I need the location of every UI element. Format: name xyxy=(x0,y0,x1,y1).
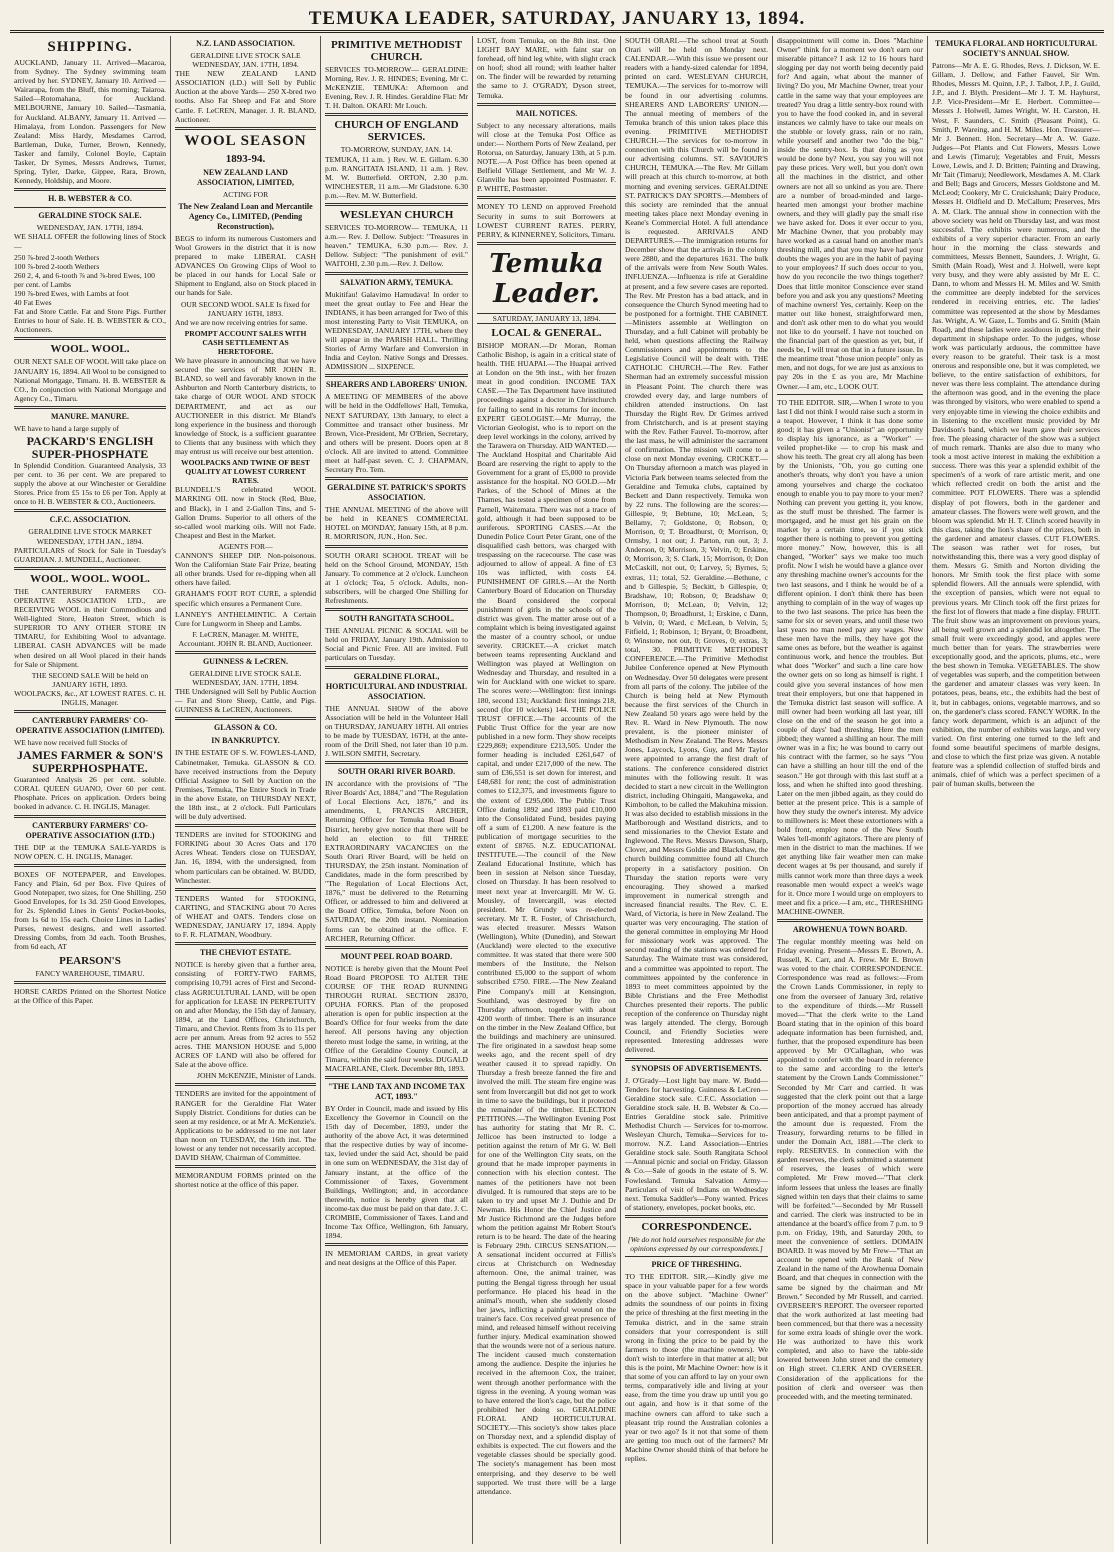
acting: ACTING FOR xyxy=(222,189,269,199)
divider xyxy=(325,203,468,206)
agents: AGENTS FOR— xyxy=(218,541,273,551)
ccfa-heading: CANTERBURY FARMERS' CO-OPERATIVE ASSOCIATION (LIMITED). xyxy=(15,716,165,736)
board-text: The regular monthly meeting was held on Friday evening. Present—Messrs E. Brown, A. Russell, K. Carr, and A. Frew. Mr E. Brown was voted to the chair. CORRESPONDENCE. Correspondence was read as follows:—From the Crown Lands Commissioner, in reply to one from the overseer of January 3rd, relative to the expenditure of thirds.—Mr Russell moved—"That the clerk write to the Land Board stating that in the opinion of this board adequate information has been furnished, and, further, that the proposed expenditure has been approved by Mr O'Callaghan, who was appointed to confer with the board in reference to the same and according to the letter's statement by the Crown Lands Commissioner." Seconded by Mr Carr and carried. It was suggested that the clerk point out that a large proportion of the money accrued has already been anticipated, and that a prompt payment of the amount due is requested. From the Treasury, forwarding returns to be filled in under the Domain Act, 1881.—The clerk to reply. RESERVES. In connection with the garden reserves, the clerk submitted a statement of reserves, the leases of which were completed. Mr Frew moved—"That clerk inform lessees that unless the leases are finally signed within ten days that their claims to same will be forfeited."—Seconded by Mr Russell and carried. The clerk was instructed to be in attendance at the board's office from 7 p.m. to 9 p.m. on Friday, 19th, and Saturday 20th, to meet the convenience of settlers. DOMAIN BOARD. It was moved by Mr Frew—"That an account be opened with the Bank of New Zealand in the name of the Arowhenua Domain Board, and that cheques in connection with the same be signed by the chairman and Mr Brown." Seconded by Mr Russell, and carried. OVERSEER'S REPORT. The overseer reported that the work authorized at last meeting had been commenced, but that there was a necessity for some extra loads of shingle over the work. He was authorized to have this work completed, and also to have the table-side lowered between John street and the cemetery on High street. CLERK AND OVERSEER. Consideration of the applications for the position of clerk and overseer was then proceeded with, and the meeting terminated. xyxy=(777,937,923,1401)
wesleyan-heading: WESLEYAN CHURCH xyxy=(339,209,454,222)
guinness-text: THE Undersigned will Sell by Public Auction— Fat and Store Sheep, Cattle, and Pigs. GUINNESS & LeCREN, Auctioneers. xyxy=(175,687,316,715)
column-6 xyxy=(772,36,927,1544)
divider xyxy=(325,1076,468,1079)
shearers-heading: SHEARERS AND LABORERS' UNION. xyxy=(326,380,467,390)
divider xyxy=(14,188,166,191)
nz-date: WEDNESDAY, JAN. 17TH, 1894. xyxy=(192,60,299,70)
divider xyxy=(14,981,166,984)
manure-heading: MANURE. MANURE. xyxy=(51,411,129,421)
column-7 xyxy=(927,36,1104,1544)
column-2 xyxy=(170,36,320,1544)
wesleyan-text: SERVICES TO-MORROW— TEMUKA, 11 a.m.— Rev. J. Dellow. Subject: "Treasures in heaven." TEMUKA, 6.30 p.m.— Rev. J. Dellow. Subject: "The punishment of evil." WAITOHI, 2.30 p.m.—Rev. J. Dellow. xyxy=(325,223,468,269)
signatures: F. LeCREN, Manager. M. WHITE, Accountant. JOHN R. BLAND, Auctioneer. xyxy=(178,629,313,648)
webster-heading: H. B. WEBSTER & CO. xyxy=(48,194,132,204)
church-heading: CHURCH OF ENGLAND SERVICES. xyxy=(334,119,459,144)
picnic-text: THE ANNUAL PICNIC & SOCIAL will be held on FRIDAY, January 19th. Admission to Social and Picnic Free. All are invited. Full particulars on Tuesday. xyxy=(325,626,468,663)
mail-text: Subject to any necessary alterations, mails will close at the Temuka Post Office as under:— Northern Ports of New Zealand, per Rotorua, on Saturday, January 13th, at 5 p.m. NOTE.—A Post Office has been opened at Belfield Village Settlement, and Mr W. J. Glanville has been appointed Postmaster. F. P. WHITE, Postmaster. xyxy=(477,120,616,194)
tax-text: BY Order in Council, made and issued by His Excellency the Governor in Council on the 15th day of December, 1893, under the authority of the above Act, it was determined that the respective duties by way of income-tax, levied under the said Act, should be paid in one sum on WEDNESDAY, the 31st day of January instant, at the office of the Commissioner of Taxes, Government Buildings, Wellington; and, in accordance therewith, notice is hereby given that all income-tax due must be paid on that date. J. C. CROMBIE, Commissioner of Taxes. Land and Income Tax Office, Wellington, 6th January, 1894. xyxy=(325,1103,468,1241)
stock-tail: Fat and Store Cattle. Fat and Store Pigs. Further Entries to hour of Sale. H. B. WEBSTER & CO., Auctioneers. xyxy=(14,307,166,335)
show-text: Patrons—Mr A. E. G. Rhodes, Revs. J. Dickson, W. E. Gillam, J. Dellow, and Father Fauvel, Sir Wm. Rhodes, Messrs M. Quinn, J.P., J. Talbot, J.P., J. Guild, J.P., and J. Blyth. President—Mr J. T. M. Hayhurst, J.P. Vice-President—Mr E. Herbert. Committee—Messrs J. Holwell, James Wright, W. H. Carston, H. West, F. Saunders, C. Smith (Pleasant Point), G. Smith, P. Wareing, and H. M. Miles. Hon. Treasurer—Mr J. Bennett. Hon. Secretary—Mr A. W. Gaze. Judges—Pot Plants and Cut Flowers, Messrs Lowe and Lewis (Timaru); Vegetables and Fruit, Messrs Lowe, Lewis, and J. D. Britten; Painting and Drawing, Mr Tait (Timaru); Needlework, Mesdames A. M. Clark and Bell; Bags and Grocers, Messrs Goldstone and M. McLeod; Cookery, Mr C. Cruickshank; Dairy Produce, Messrs H. Oldfield and D. McCallum; Preserves, Mrs A. M. Clark. The annual show in connection with the above society was held on Thursday last, and was most successful. The exhibits were numerous, and the exhibits of a very superior character. From an early hour in the morning the class stewards and committees, Messrs Bennett, Saunders, J. Wright, G. Smith (Main Road), West and J. Holwell, were kept very busy, and they were ably assisted by Mr E. C. Dann, to whom and Messrs H. M. Miles and W. Smith the committee are deeply indebted for the services rendered in receiving entries, etc. The ladies' committee was represented at the show by Mesdames Jas. Wright, A. W. Gaze, L. Tombs and G. Smith (Main Road), and these ladies were assiduous in getting their department in shipshape order. To the judges, whose work was particularly arduous, the committee have every reason to be grateful. Their task is a most onerous and responsible one, but it was completed, we believe, to the entire satisfaction of exhibitors, for never was there less complaint. The attendance during the afternoon was good, and in the evening the place was thronged by visitors, who were enabled to spend a very enjoyable time in viewing the choice exhibits and in listening to the excellent music provided by Mr Davidson's band, which we learn gave their services free. The pleasing character of the show was a subject of much remark. Thanks are also due to many who took a most active interest in making the exhibition a success. There was this year a splendid exhibit of the specimen's of a work of rare artistic merit, and one which reflected credit on both the artist and the committee. POT FLOWERS. There was a splendid display of pot flowers, both in the gardener and amateur classes. The flowers were well grown, and the bloom was splendid. Mr H. T. Clinch scored heavily in this class, taking the lion's share of the prizes, both in the gardener and amateur classes. CUT FLOWERS. The season was rather wet for roses, but notwithstanding this, there was a very good display of them. Messrs G. Smith and Norton dividing the honors. Mr Smith took the first place with some splendid flowers. All the annuals were splendid, with the exception of pansies, which were not equal to previous years. Mr Clinch took off the first prizes for the first lot of flowers that made a fine display. FRUIT. The fruit show was an improvement on previous years, all being well grown and a splendid lot altogether. The small fruit were exceedingly good, and apples were much better than for years. The strawberries were exceptionally good, and the apricots, plums, etc., were the best shown in Temuka. VEGETABLES. The show of vegetables was superb, and the competition between the gardener and amateur classes was very keen. In potatoes, peas, beans, etc., the exhibits had the best of it, but in cabbages, onions, vegetable marrows, and so on, the gardener's class scored. FANCY WORK. In the fancy work department, which is an adjunct of the exhibition, the number of exhibits was large, and very varied. On first entering one turned to the left and found some beautiful specimens of marble designs, and close to which the first prize was given. A notable feature was a splendid collection of stuffed birds and animals, chief of which was a perfect specimen of a pair of human skulls, between the xyxy=(932,61,1100,789)
ccfa-text: WE have now received full Stocks of xyxy=(14,738,128,748)
divider xyxy=(14,406,166,409)
column-1 xyxy=(10,36,170,1544)
divider xyxy=(14,815,166,818)
board-heading: AROWHENUA TOWN BOARD. xyxy=(792,925,908,934)
divider xyxy=(325,545,468,548)
divider xyxy=(14,864,166,867)
wool-year: 1893-94. xyxy=(225,152,266,165)
ccfa-tail: Guaranteed Analysis 26 per cent. soluble. CORAL QUEEN GUANO, Over 60 per cent. Phosphate. Prices on application. Orders being booked in advance. C. H. INGLIS, Manager. xyxy=(14,775,166,812)
mail-heading: MAIL NOTICES. xyxy=(515,108,578,118)
divider xyxy=(625,1058,768,1061)
column-5 xyxy=(620,36,772,1544)
geraldine-sale-date: WEDNESDAY, JAN. 17TH, 1894. xyxy=(36,223,144,233)
leader-title: Temuka Leader. xyxy=(489,248,604,309)
cfc-heading: C.F.C. ASSOCIATION. xyxy=(49,515,131,525)
nz-heading: N.Z. LAND ASSOCIATION. xyxy=(196,39,295,48)
masthead: TEMUKA LEADER, SATURDAY, JANUARY 13, 1894. xyxy=(10,8,1104,33)
graham: GRAHAM'S FOOT ROT CURE, a splendid specific which ensures a Permanent Cure. xyxy=(175,589,316,608)
divider xyxy=(325,374,468,377)
mount-text: NOTICE is hereby given that the Mount Peel Road Board PROPOSE TO ALTER THE COURSE OF THE ROAD RUNNING THROUGH RURAL SECTION 28370, OPUHA FORKS. Plan of the proposed alteration is open for public inspection at the Board's Office for four weeks from the date hereof. All persons having any objection thereto must lodge the same, in writing, at the Office of the Geraldine County Council, at Timaru, within the said four weeks. DUGALD MACFARLANE, Clerk. December 8th, 1893. xyxy=(325,963,468,1073)
divider xyxy=(625,1256,768,1257)
floral-heading: GERALDINE FLORAL, HORTICULTURAL AND INDUSTRIAL ASSOCIATION. xyxy=(325,671,468,701)
divider xyxy=(325,113,468,116)
stock-line: 40 Fat Ewes xyxy=(14,298,52,308)
mount-heading: MOUNT PEEL ROAD BOARD. xyxy=(340,951,453,961)
correspondence-heading: CORRESPONDENCE. xyxy=(641,1220,752,1233)
woolpacks: WOOLPACKS AND TWINE OF BEST QUALITY AT LOWEST CURRENT RATES. xyxy=(181,458,310,486)
cfc-date: WEDNESDAY, 17TH JAN., 1894. xyxy=(36,536,144,546)
tenders3: TENDERS are invited for the appointment of RANGER for the Geraldine Flat Water Supply District. Conditions for duties can be seen at my residence, or at Mr A. McKenzie's. Applications to be addressed to me not later than noon on TUESDAY, the 16th inst. The lowest or any tender not necessarily accepted. DAVID SHAW, Chairman of Committee. xyxy=(175,1089,316,1163)
memorandum: MEMORANDUM FORMS printed on the shortest notice at the office of this paper. xyxy=(175,1171,316,1190)
church-text: TEMUKA, 11 a.m. } Rev. W. E. Gillam. 6.30 p.m. RANGITATA ISLAND, 11 a.m. } Rev. M. W. Butterfield. ORTON, 2.30 p.m. WINCHESTER, 11 a.m.—Mr Gladstone. 6.30 p.m.—Rev. M. W. Butterfield. xyxy=(325,154,468,200)
divider xyxy=(625,1215,768,1218)
guinness-heading: GUINNESS & LeCREN. xyxy=(202,656,289,666)
stock-line: 190 ⅞-bred Ewes, with Lambs at foot xyxy=(14,288,129,298)
divider xyxy=(14,567,166,570)
guinness-sale: GERALDINE LIVE STOCK SALE. xyxy=(189,668,302,678)
horse-cards: HORSE CARDS Printed on the Shortest Notice at the Office of this Paper. xyxy=(14,986,166,1005)
divider xyxy=(175,824,316,827)
divider xyxy=(175,888,316,891)
cfc-market: GERALDINE LIVE STOCK MARKET xyxy=(28,527,152,537)
divider xyxy=(325,272,468,275)
nzla-title: NEW ZEALAND LAND ASSOCIATION, LIMITED, xyxy=(197,167,294,187)
show-heading: TEMUKA FLORAL AND HORTICULTURAL SOCIETY'S ANNUAL SHOW. xyxy=(935,39,1097,58)
tenders-stook: TENDERS are invited for STOOKING and FORKING about 30 Acres Oats and 170 Acres Wheat. Tenders close on TUESDAY, Jan. 16, 1894, with the undersigned, from whom particulars can be obtained. W. BUDD, Winchester. xyxy=(175,830,316,885)
stock-line: 100 ⅞-bred 2-tooth Wethers xyxy=(14,261,100,271)
shipping-text: AUCKLAND, January 11. Arrived—Macaroa, from Sydney. The Sydney swimming team arrived by her. SYDNEY, January 10. Arrived — Wairarapa, from the Bluff, this morning; Taiaroa. Sailed—Rotomahana, for Auckland. MELBOURNE, January 10. Sailed—Tasmania, for Auckland. ALBANY, January 11. Arrived — Himalaya, from London. Passengers for New Zealand: Miss Hardy, Mesdames Carrod, Bartleman, Duke, Turner, Brown, Kennedy, Tasker and family, Colonel Boyle, Captain Tasker, Dr Symes, Messrs Andrews, Turner, Spring, Tyler, Darke, Gippee, Rara, Brown, Kennedy, Holdship, and Moore. xyxy=(14,58,166,186)
packard-title: PACKARD'S ENGLISH SUPER-PHOSPHATE xyxy=(26,434,154,461)
prompt: PROMPT ACCOUNT SALES WITH CASH SETTLEMENT AS HERETOFORE. xyxy=(184,328,307,356)
geraldine-sale-heading: GERALDINE STOCK SALE. xyxy=(38,211,142,221)
glasson-text: IN THE ESTATE OF S. W. FOWLES-LAND, Cabinetmaker, Temuka. GLASSON & CO. have received instructions from the Deputy Official Assignee to Sell by Auction on the Premises, Temuka, The Entire Stock in Trade in the above Estate, on THURSDAY NEXT, the 18th inst., at 2 o'clock. Full Particulars will be duly advertised. xyxy=(175,748,316,822)
divider xyxy=(477,103,616,106)
divider xyxy=(14,509,166,512)
divider xyxy=(14,337,166,340)
divider xyxy=(325,1243,468,1246)
glasson-heading: GLASSON & CO. xyxy=(214,723,277,733)
divider xyxy=(175,651,316,654)
column-3 xyxy=(320,36,472,1544)
nzla-text: BEGS to inform its numerous Customers and Wool Growers in the district that it is now prepared to make LIBERAL CASH ADVANCES On Growing Clips of Wool to be placed in our hands for Local Sale or Shipment to England, also on Stock placed in our hands for Sale. xyxy=(175,233,316,298)
pearson-title: PEARSON'S xyxy=(59,954,121,967)
second-sale: THE SECOND SALE Will be held on JANUARY 16TH, 1893. xyxy=(31,670,149,689)
picnic-heading: SOUTH RANGITATA SCHOOL. xyxy=(339,614,454,624)
local-continued: SOUTH ORARI.—The school treat at South Orari will be held on Monday next. CALENDAR.—With this issue we present our readers with a handy-sized calendar for 1894, printed on card. WESLEYAN CHURCH, TEMUKA.—The services for to-morrow will be found in our advertising columns. SHEARERS AND LABORERS' UNION.—The annual meeting of members of the Temuka branch of this union takes place this evening. PRIMITIVE METHODIST CHURCH.—The services for to-morrow in connection with this Church will be found in our advertising columns. ST. SAVIOUR'S CHURCH, TEMUKA.—The Rev. Mr Gillam will preach at this church to-morrow, at both morning and evening services. GERALDINE ST. PATRICK'S DAY SPORTS.—Members of this society are reminded that the annual meeting takes place next Monday evening in Keane's Commercial Hotel. A full attendance is requested. ARRIVALS AND DEPARTURES.—The immigration returns for December show that the arrivals in the colony were 2880, and the departures 1631. The bulk of the arrivals were from New South Wales. INFLUENZA.—Influenza is rife at Geraldine at present, and a few severe cases are reported. The Rev. Mr Preston has a bad attack, and in consequence the Church Synod meeting had to be postponed for a fortnight. THE CABINET.—Ministers assemble at Wellington on Thursday, and a full Cabinet will probably be held, when questions affecting the Railway Commissioners and appointments to the Legislative Council will be dealt with. THE CATHOLIC CHURCH.—The Rev. Father Sherman had an extremely successful mission in Pleasant Point. The church there was crowded every day, and large numbers of children attended instructions. On last Thursday the Right Rev. Dr Grimes arrived from Christchurch, and is at present staying with the Rev. Father Fauvel. To-morrow, after the last mass, he will administer the sacrament of confirmation. The mission will come to a close on next Monday evening. CRICKET.—On Thursday afternoon a match was played in Victoria Park between teams selected from the Geraldine and Temuka clubs, captained by Beckett and Dann respectively. Temuka won by 22 runs. The following are the scores:—Gillespie, 9; Bebtune, 10; McLean, 5; Bellamy, 7; Goldstone, 0; Robson, 0; Morrison, 0; T. Broadhurst, 0; Morrison, 0; Ormsby, 1 not out; J. Parton, run out, 3; J. Anderson, 0; Morrison, 3; Velvin, 0; Erskine, 0; Morrison, 3; S. Clark, 15; Morrison, 0; Don McCaskill, not out, 0; Larvey, 5; Byrnes, 5; extras, 11; total, 52. Geraldine.—Bethune, c and b Gillespie, 5; Beckitt, b Gillespie, 0; Bradshaw, 10; Robson, 0; Bradshaw 0; Morrison, 0; McLean, 0; Velvin, 12; Thompson, 0; Broadhurst, 1; Erskine, c Dann, b Velvin, 0; Ward, c McLean, b Velvin, 5; Fitfield, 1; Robinson, 1; Bryant, 0; Broadbent, 0; Winstone, not out, 0; Groves, 0; extras, 3; total, 30. PRIMITIVE METHODIST CONFERENCE.—The Primitive Methodist Jubilee Conference opened at New Plymouth on Wednesday. Over 50 delegates were present from all parts of the colony. The jubilee of the Church is being held at New Plymouth because the first services of the Church in New Zealand 50 years ago were held by the Rev. R. Ward in New Plymouth. The now prevalent, is the pioneer minister of Methodism in New Zealand. The Revs. Messrs Jones, Laycock, Lyons, Guy, and Mr Taylor were appointed to arrange the first draft of stations. The conference considered district minutes with the following result. It was decided to start a new circuit in the Wellington district, including Ohingaiti, Mangaweka, and Kimbolton, to be called the Makuhina mission. It was also decided to establish missions in the Marlborough and Westland districts, and to send missionaries to the Cheviot Estate and Inglewood. The Revs. Messrs Dawson, Sharp, Clover, and Messrs Goldie and Blackshaw, the church building committee found all Church property in a satisfactory position. On Thursday the station reports were very encouraging. They showed a marked improvement in numerical strength and increased financial results. The Rev. C. E. Ward, of Victoria, is here in New Zealand. The quarter was very encouraging. The station of the general committee in employing Mr Hood for missionary work was approved. The second reading of the stations was ordered for Saturday. The Waimate trust was considered, and a committee was appointed to report. The committees appointed by the conference in 1893 to meet committees appointed by the Bible Christians and the Free Methodist Churches presented their reports. The public reception of the conference on Thursday night was largely attended. The clergy, Borough Council, and Friendly Societies were represented. Interesting addresses were delivered. xyxy=(625,36,768,1055)
local-text: BISHOP MORAN.—Dr Moran, Roman Catholic Bishop, is again in a critical state of health. THE HUAPAI.—The Huapai arrived at London on the 9th inst., with her frozen meat in good condition. INCOME TAX CASE.—The Tax Department have instituted proceedings against a doctor in Christchurch for failing to send in his returns for income. EXPERT GEOLOGIST.—Mr Murray, the Victorian Geologist, who is to report on the deep level workings in the colony, arrived by the Tarawera on Thursday. AID WANTED.—The Auckland Hospital and Charitable Aid Board are reserving the right to apply to the Government for a grant of £5,000 to provide assistance for the hospital. NO GOLD.—Mr Parkes, of the School of Mines at the Thames, has tested a specimen of stone from Parnell, Waitemata. There was not a trace of gold, although it had been supposed to be auriferous. SPORTING CASES.—At the Dunedin Police Court Peter Grant, one of the disqualified cash bettors, was charged with trespassing on the racecourse. The case was adjourned to allow of appeal. A fine of £3 10s was inflicted, with costs £4. PUNISHMENT OF GIRLS.—At the North Canterbury Board of Education on Thursday the Board considered the corporal punishment of girls in the schools of the district was given. The matter arose out of a complaint which is being investigated against the master of a country school, or undue severity. CRICKET.—A cricket match between teams representing Auckland and Wellington was played at Wellington on Wednesday and Thursday, and resulted in a win for Auckland with one wicket to spare. The scores were:—Wellington: first innings 180, second 131; Auckland: first innings 218, second (for 10 wickets) 144. THE POLICE TRUST OFFICE.—The accounts of the Public Trust Office for the year are now published in a new form. They show receipts £229,869; expenditure £213,505. Under the former heading is included £261,647 of capital, and under £217,000 of the new. The sum of £36,551 is set down for interest, and £48,681 for rent; the cost of administration comes to £12,375, and investments figure to the extent of £295,000. The Public Trust Office during 1892 and 1893 paid £10,000 into the Consolidated Fund, besides paying off a sum of £1,200. A new feature is the publication of mortgage securities to the extent of £8765. N.Z. EDUCATIONAL INSTITUTE.—The council of the New Zealand Educational Institute, which has been in session at Nelson since Tuesday, closed on Thursday. It has been resolved to meet next year at Invercargill. Mr W. G. Mousley, of Invercargill, was elected president. Mr Grundy was re-elected secretary. Mr T. R. Foster, of Christchurch, was elected treasurer. Messrs Watson (Wellington), White (Dunedin), and Stewart (Auckland) were elected to the executive committee. It was stated that there were 500 members of the Institute, the Nelson contributed £5,000 to the support of whom subscribed £750. FIRE.—The New Zealand Pine Company's mill at Kensington, Southland, was destroyed by fire on Thursday afternoon, together with about 4200 worth of timber. There is an insurance on the timber in the New Zealand Office, but the buildings and machinery are uninsured. The fire originated in a sawdust heap some weeks ago, and the recent spell of dry weather caused it to spread rapidly. On Thursday a fresh breeze fanned the fire and involved the mill. The steam fire engine was sent from Invercargill but did not get to work in time to save the buildings, but it protected the remainder of the timber. ELECTION PETITIONS.—The Wellington Evening Post has authority for stating that Mr R. C. Jellicoe has been instructed to lodge a petition against the return of Mr G. W. Bell for one of the Wellington City seats, on the ground that he made improper payments in connection with his election contest. The names of the petitioners have not been divulged. It is rumoured that steps are to be taken to try and upset Mr J. Duthie and Dr Newman. His Honor the Chief Justice and Mr Justice Richmond are the Judges before whom the petition against Mr Robert Stout's return is to be heard. The date of the hearing is February 29th. CIRCUS SENSATION.—A sensational incident occurred at Fillis's circus at Christchurch on Wednesday afternoon. One, the animal trainer, was putting the Bengal tigress through her usual performance. He placed his head in the animal's mouth, when she suddenly closed her jaws, inflicting a painful wound on the trainer's face. Cox received great presence of mind, and released himself without receiving further injury. Medical examination showed that the wounds were not of a serious nature. The incident caused much consternation among the audience. Despite the injuries he received in the afternoon Cox, the trainer, went through another performance with the tigress in the evening. A young woman was to have entered the lion's cage, but the police prohibited her doing so. GERALDINE FLORAL AND HORTICULTURAL SOCIETY.—This society's show takes place on Thursday next, and a splendid display of exhibits is expected. The cut flowers and the vegetable classes should be specially good. The society's management has been most enterprising, and they deserve to be well supported. We trust there will be a large attendance. xyxy=(477,340,616,1496)
leader-date: SATURDAY, JANUARY 13, 1894. xyxy=(477,313,616,324)
church-date: TO-MORROW, SUNDAY, JAN. 14. xyxy=(340,145,453,155)
divider xyxy=(477,242,616,245)
threshing-continued: disappointment will come in. Does "Machine Owner" think for a moment we don't earn our miserable pittance? I ask 12 to 16 hours hard slogging per day not worth being decently paid for? And again, what about the manner of living? Do you, Mr Machine Owner, treat your cattle in the same way that your employees are treated? You drag a little sentry-box round with you to have the food cooked in, and in several instances we calmly have to take our meals on the stubble or lovely grass, rain or no rain, while yourself and another two "do the big," inside the sentry-box. Is that doing as you would be done by? Next, you say you will not pay these prices. Very well, but you don't own all the machines in the district, and other owners are not all so unkind as you are. There are a number of broad-minded and large-hearted men amongst your brother machine owners, and they will gladly pay the small rise we have asked for. Does it ever occur to you, Mr Machine Owner, that you probably may have worked as a casual hand on another man's threshing mill, and that you may have had your doubts the wages you are in the habit of paying to your employees? If such does occur to you, how do you reconcile the two things together? Does that little monitor Conscience ever stand before you and ask you any questions? Meeting of machine owners! Yes, certainly. Keep on the matter out like honest, straightforward men, and don't ask other men to do what you would not like to do yourself. I have not touched on the financial part of the question as yet, but, if needs be, I will treat on that in a future issue. In the meantime treat "those union people" only as men, and not dogs, for we are just as anxious to pay 20s in the £ as you are, Mr Machine Owner.—I am, etc., LOOK OUT. xyxy=(777,36,923,391)
synopsis-heading: SYNOPSIS OF ADVERTISEMENTS. xyxy=(631,1063,762,1073)
divider xyxy=(325,946,468,949)
divider xyxy=(325,761,468,764)
geraldine-sale-text: WE SHALL OFFER the following lines of Stock— xyxy=(14,232,166,251)
wool2-text: THE CANTERBURY FARMERS CO-OPERATIVE ASSOCIATION LTD., are RECEIVING WOOL in their Commodious and Well-lighted Store, Heaton Street, which is SUPERIOR TO ANY OTHER STORE IN TIMARU, for Exhibiting Wool to advantage. LIBERAL CASH ADVANCES will be made when desired on all Wool placed in their hands for Sale or Shipment. xyxy=(14,586,166,669)
pleasure: We have pleasure in announcing that we have secured the services of MR JOHN R. BLAND, so well and favorably known in the Ashburton and North Canterbury districts, to take charge of OUR WOOL AND STOCK DEPARTMENT, and act as our AUCTIONEER in this district. Mr Bland's long experience in the business and thorough knowledge of Stock, is a sufficient guarantee to Clients that any business with which they may entrust us will receive our best attention. xyxy=(175,356,316,456)
memoriam: IN MEMORIAM CARDS, in great variety and neat designs at the Office of this Paper. xyxy=(325,1249,468,1268)
guinness-date: WEDNESDAY, JAN. 17TH, 1894. xyxy=(192,678,299,688)
divider xyxy=(325,608,468,611)
salvation-text: Mukitifau! Galavimo Hamudava! In order to meet the great outlay to Fee and Hear the INDIANS, it has been arranged for Two of this most interesting Party to Visit TEMUKA, on WEDNESDAY, JANUARY 17TH, where they will appear in the PARISH HALL. Thrilling Stories of Army Warfare and Conversion in India and Ceylon. Native Songs and Dresses. ADMISSION ... SIXPENCE. xyxy=(325,289,468,372)
school-text: SOUTH ORARI SCHOOL TREAT will be held on the School Ground, MONDAY, 15th January. To commence at 2 o'clock. Luncheon at 1 o'clock; Tea, 5 o'clock. Adults, non-subscribers, will be charged One Shilling for Refreshments. xyxy=(325,550,468,606)
orari-text: IN accordance with the provisions of "The River Boards' Act, 1884," and "The Regulation of Local Elections Act, 1876," and its amendments, I, FRANCIS ARCHER, Returning Officer for Temuka Road Board District, hereby give notice that there will be held an election to fill THREE EXTRAORDINARY VACANCIES on the South Orari River Board, will be held on THURSDAY, the 25th instant. Nomination of Candidates, made in the form prescribed by "The Regulation of Local Elections Act, 1876," must be delivered to the Returning Officer, or addressed to him and delivered at the Board Office, Temuka, before Noon on SATURDAY, the 20th instant. Nomination forms can be obtained at the office. F. ARCHER, Returning Officer. xyxy=(325,779,468,943)
primitive-text: SERVICES TO-MORROW— GERALDINE: Morning, Rev. J. R. HINDES; Evening, Mr C. McKENZIE. TEMUKA: Afternoon and Evening, Rev. J. R. Hindes. Geraldine Flat: Mr T. H. Dalton. OKARI: Mr Louch. xyxy=(325,65,468,111)
second-wool: OUR SECOND WOOL SALE Is fixed for JANUARY 16TH, 1893. xyxy=(180,299,311,318)
dip-heading: CANTERBURY FARMERS' CO-OPERATIVE ASSOCIATION (LTD.) xyxy=(25,820,155,840)
second-wool-2: And we are now receiving entries for same. xyxy=(175,317,308,327)
column-4 xyxy=(472,36,620,1544)
floral-text: THE ANNUAL SHOW of the above Association will be held in the Volunteer Hall on THURSDAY, JANUARY 18TH. All entries to be made by TUESDAY, 16TH, at the ante-room of the Drill Shed, not later than 10 p.m. J. WILSON SMITH, Secretary. xyxy=(325,703,468,758)
jf-title: JAMES FARMER & SON'S SUPERPHOSPHATE. xyxy=(16,748,164,776)
cheviot-heading: THE CHEVIOT ESTATE. xyxy=(200,948,291,958)
divider xyxy=(14,207,166,208)
nz-sale: GERALDINE LIVE STOCK SALE xyxy=(190,51,301,60)
divider xyxy=(175,127,316,130)
shipping-heading: SHIPPING. xyxy=(47,39,133,55)
wool-text: OUR NEXT SALE OF WOOL Will take place on JANUARY 16, 1894. All Wool to be consigned to National Mortgage, Timaru. H. B. WEBSTER & CO., In conjunction with National Mortgage and Agency Co., Timaru. xyxy=(14,357,166,403)
wool-heading: WOOL. WOOL. xyxy=(50,343,130,356)
wool-season: WOOL SEASON xyxy=(184,132,307,149)
divider xyxy=(175,1083,316,1086)
divider xyxy=(175,717,316,720)
patrick-text: THE ANNUAL MEETING of the above will be held in KEANE'S COMMERCIAL HOTEL on MONDAY, January 15th, at 8 p.m. R. MORRISON, JUN., Hon. Sec. xyxy=(325,505,468,542)
salvation-heading: SALVATION ARMY, TEMUKA. xyxy=(340,277,453,287)
nzlm-title: The New Zealand Loan and Mercantile Agency Co., LIMITED, (Pending Reconstruction), xyxy=(178,201,313,231)
stock-line: 250 ⅞-bred 2-tooth Wethers xyxy=(14,252,100,262)
stock-line: 260 2, 4, and 6-tooth ⅞ and ⅞-bred Ewes, 100 per cent. of Lambs xyxy=(14,270,155,289)
tenders2: TENDERS Wanted for STOOKING, CARTING, and STACKING about 70 Acres of WHEAT and OATS. Tenders close on WEDNESDAY, JANUARY 17, 1894. Apply to F. R. FLATMAN, Woodbury. xyxy=(175,893,316,940)
divider xyxy=(325,477,468,480)
dip-text: THE DIP at the TEMUKA SALE-YARDS is NOW OPEN. C. H. INGLIS, Manager. xyxy=(14,842,166,861)
wool2-heading: WOOL. WOOL. WOOL. xyxy=(30,572,150,585)
local-heading: LOCAL & GENERAL. xyxy=(491,326,602,339)
threshing-text: TO THE EDITOR. SIR,—Kindly give me space in your valuable paper for a few words on the above subject. "Machine Owner" admits the soundness of our points in fixing the price of threshing at the first meeting in the Temuka district, and in the same strain considers that your correspondent is still wrong in fixing the price to be paid by the farmers to those (the machine owners). We don't wish to interfere in that matter at all; but this is the point, Mr Machine Owner: how is it that some of you can afford to lay on your own terms, comparatively idle and living at your ease, from the time you draw up until you go out again, and how is it that some of the machine owners can afford to take such a pleasant trip round the Australian colonies a year or two ago? Is it not that some of them are getting too much out of the farmers? Mr Machine Owner should think of that before he replies. xyxy=(625,1272,768,1463)
pearson-tail: FANCY WAREHOUSE, TIMARU. xyxy=(35,968,145,978)
divider xyxy=(175,942,316,945)
threshing-heading: PRICE OF THRESHING. xyxy=(651,1260,742,1270)
editor-letter: TO THE EDITOR. SIR,—When I wrote to you last I did not think I would raise such a storm in a teapot. However, I think it has done some good; it has given a "Unionist" an opportunity to display his ignorance, as a "Worker" — veiled prophet-like — to crop his mask and show his teeth. The great cry all along has been by the Unionists, "Oh, you go cutting one another's throats, why don't you have a union among yourselves and charge the cockatoo enough to enable you to pay more to your men? Nothing can prevent you getting it, you know, as the stuff must be threshed. The farmer is mortgaged, and he must get his grain on the market by a certain time, so if you stick together there is nothing to prevent you getting more money." Now, however, this is all changed, "Worker" says we make too much profit. Now I wish he would have a glance over any threshing machine owner's accounts for the two last seasons, and I think he would be of a different opinion. I don't think there has been anything to complain of in the way of wages up to the two last seasons. The price has been the same for six or seven years, and until these two last years no man need pay any wages. Now these men have the mills, they have got the same ones as before, but the weather is against continuous work, and hence the troubles. But what does "Worker" and such a line care how the owner gets on so long as himself is right. I could give you several instances of how men treat their employers, but one that happened in the Temuka district last season will suffice. A mill owner had been working all last year, till close on the end of the season he got into a couple of days' bad threshing. Here the men jibbed; they wanted a shilling an hour. The mill owner was in a fix; he was bound to carry out his contract with the farmer, so he says "You can have a shilling an hour till the end of the season." He got through with this last stuff at a loss, and when he shifted into good threshing. Later on the men jibbed again, as they could do better at the present price. This is a sample of how they study the owner's interest. My advice to millowners is: Meet these extortioners with a bold front, employ none of the New South Wales 'tell-month' agitators. There are plenty of men in the district to man the machines. If we get anything like fair weather men can make decent wages at 9s per thousand, and surely if mills cannot work more than three days a week reasonable men would expect a week's wage for it. Once more I would urge on employers to meet and fix a price.—I am, etc., THRESHING MACHINE-OWNER. xyxy=(777,397,923,916)
synopsis-text: J. O'Grady—Lost light bay mare. W. Budd—Tenders for harvesting. Guinness & LeCren—Geraldine stock sale. C.F.C. Association — Geraldine stock sale. H. B. Webster & Co.—Entries Geraldine stock sale. Primitive Methodist Church — Services for to-morrow. Wesleyan Church, Temuka—Services for to-morrow. N.Z. Land Association—Entries Geraldine stock sale. South Rangitata School—Annual picnic and social on Friday. Glasson & Co.—Sale of goods in the estate of S. W. Fowlesland. Temuka Salvation Army—Particulars of visit of Indians on Wednesday next. Temuka Saddler's—Pony wanted. Prices of stationery, envelopes, pocket books, etc. xyxy=(625,1075,768,1212)
cheviot-text: NOTICE is hereby given that a further area, consisting of FORTY-TWO FARMS, comprising 10,791 acres of First and Second-class AGRICULTURAL LAND, will be open for application for LEASE IN PERPETUITY on and after Monday, the 15th day of January, 1894, at the Land Offices, Christchurch, Timaru, and Cheviot. Rents from 3s to 11s per acre per annum. Areas from 92 acres to 552 acres. THE MANSION HOUSE and 5,000 ACRES OF LAND will also be offered for Sale at the above office. xyxy=(175,960,316,1070)
lanney: LANNEY'S ANTHELMINTIC. A Certain Cure for Lungworm in Sheep and Lambs. xyxy=(175,609,316,628)
lost-text: LOST, from Temuka, on the 8th inst. One LIGHT BAY MARE, with faint star on forehead, off hind leg white, with slight crack on hoof; shod all round; with leather halter on. The finder will be rewarded by returning the same to J. O'GRADY, Dyson street, Temuka. xyxy=(477,36,616,100)
woolpacks: WOOLPACKS, &c., AT LOWEST RATES. C. H. INGLIS, Manager. xyxy=(14,688,166,707)
orari-heading: SOUTH ORARI RIVER BOARD. xyxy=(337,767,456,777)
divider xyxy=(14,710,166,713)
patrick-heading: GERALDINE ST. PATRICK'S SPORTS ASSOCIATION. xyxy=(327,483,466,503)
blundell: BLUNDELL'S celebrated WOOL MARKING OIL now in Stock (Red, Blue, and Black), in 1 and 2-Gallon Tins, and 5-Gallon Drums. Superior to all others of the so-called wool marking oils. Will not Fade. Cheapest and Best in the Market. xyxy=(175,485,316,540)
primitive-heading: PRIMITIVE METHODIST CHURCH. xyxy=(330,39,463,63)
manure-tail: In Splendid Condition. Guaranteed Analysis, 33 per cent. to 36 per cent. We are prepared to supply the above at our Winchester or Geraldine Stores. Price from £5 15s to £6 per Ton. Apply at once to H. B. WEBSTER & CO., Auctioneers. xyxy=(14,461,166,507)
money-text: MONEY TO LEND on approved Freehold Security in sums to suit Borrowers at LOWEST CURRENT RATES. PERRY, PERRY, & KINNERNEY, Solicitors, Timaru. xyxy=(477,202,616,239)
cfc-text: PARTICULARS of Stock for Sale in Tuesday's GUARDIAN. J. MUNDELL, Auctioneer. xyxy=(14,545,166,564)
shearers-text: A MEETING OF MEMBERS of the above will be held in the Oddfellows' Hall, Temuka, NEXT SATURDAY, 13th January, to elect a Committee and transact other business. Mr Brown, Vice-President, Mr O'Brien, Secretary, and others will be present. Doors open at 8 o'clock. All are invited to attend. Committee meet at half-past seven. C. J. CHAPMAN, Secretary Pro. Tem. xyxy=(325,392,468,475)
pearson-text: BOXES OF NOTEPAPER, and Envelopes. Fancy and Plain, 6d per Box. Five Quires of Good Notepaper, two sizes, for One Shilling. 250 Good Envelopes, for 1s 3d. 250 Good Envelopes, for 2s. Splendid Lines in Gents' Pocket-books, from 1s 6d to 15s each. Choice Lines in Ladies' Purses, newest designs, and well assorted. Dressing Combs, from 3d each. Tooth Brushes, from 6d each, AT xyxy=(14,869,166,952)
divider xyxy=(777,394,923,395)
correspondence-note: [We do not hold ourselves responsible for the opinions expressed by our correspondents.] xyxy=(627,1234,766,1253)
nz-text: THE NEW ZEALAND LAND ASSOCIATION (LD.) will Sell by Public Auction at the above Yards— 250 X-bred two tooths. Also Fat Sheep and Fat and Store Cattle. F. LeCREN, Manager. J. R. BLAND, Auctioneer. xyxy=(175,69,316,124)
manure-text: WE have to hand a large supply of xyxy=(14,423,120,433)
divider xyxy=(477,196,616,199)
tax-heading: "THE LAND TAX AND INCOME TAX ACT, 1893." xyxy=(328,1081,465,1101)
cheviot-sign: JOHN McKENZIE, Minister of Lands. xyxy=(197,1071,316,1081)
divider xyxy=(777,919,923,922)
cannon: CANNON'S SHEEP DIP. Non-poisonous. Won the Californian State Fair Prize, beating all other brands. Used for re-dipping when all others have failed. xyxy=(175,551,316,588)
divider xyxy=(175,1165,316,1168)
divider xyxy=(325,666,468,669)
bankruptcy: IN BANKRUPTCY. xyxy=(211,736,280,746)
